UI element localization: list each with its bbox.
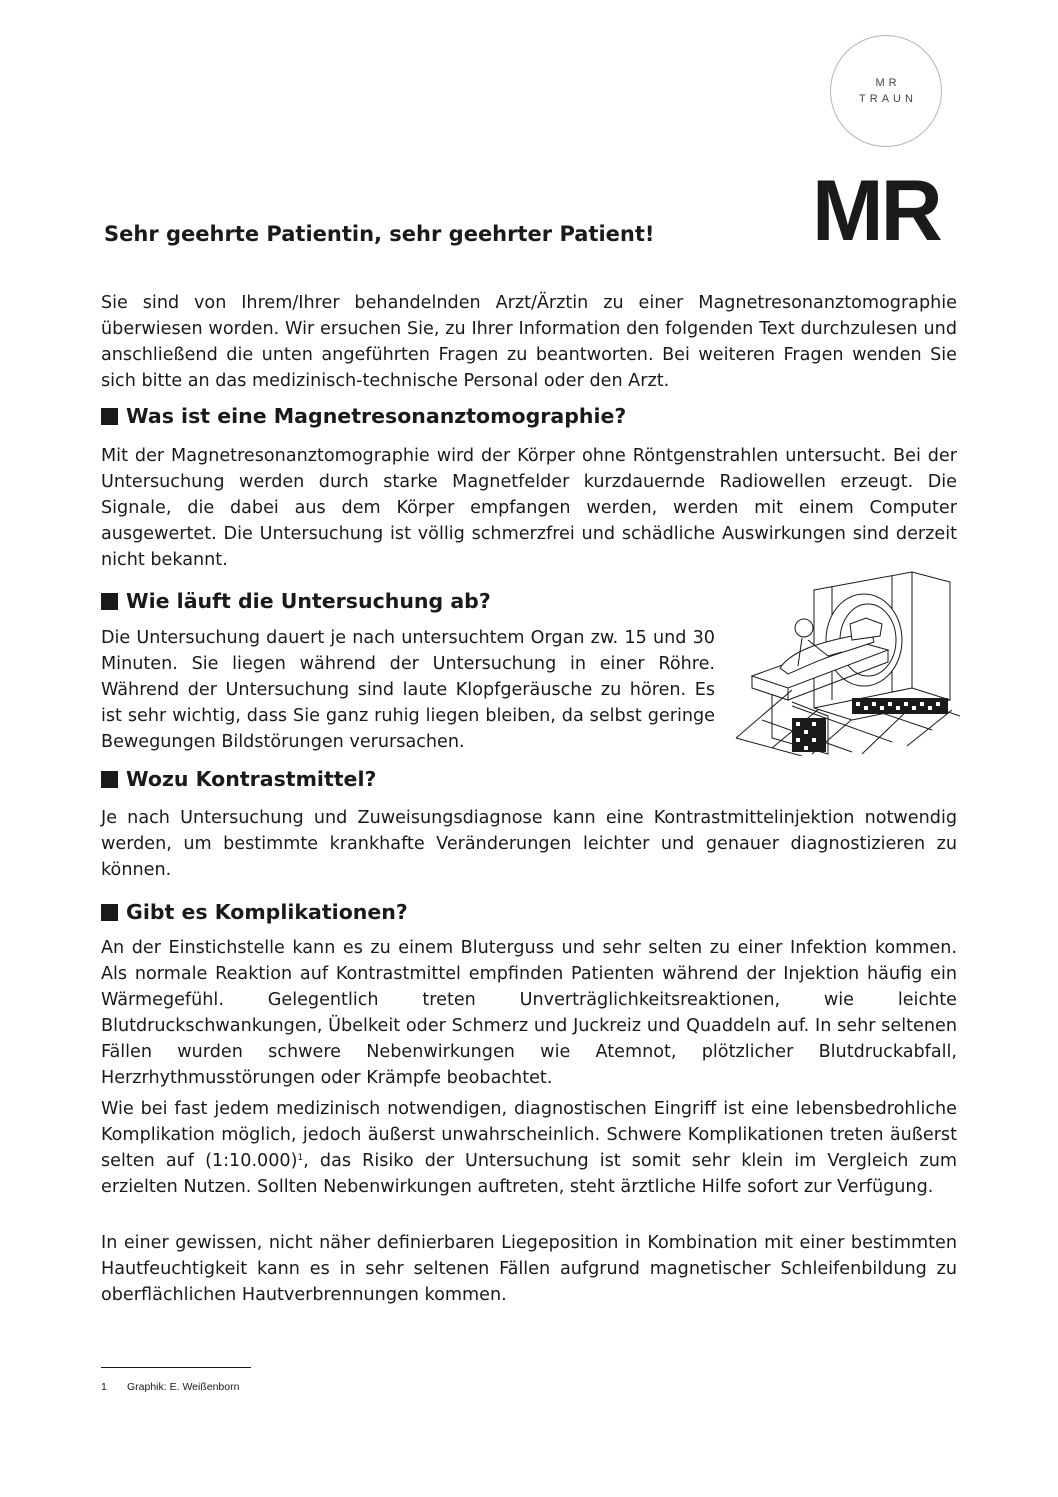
square-bullet-icon — [101, 771, 118, 788]
paragraph-contrast: Je nach Untersuchung und Zuweisungsdiagnose kann eine Kontrastmittelinjektion notwendig werden, um bestimmte krankhafte Veränderungen leichter und genauer diagnostizieren zu können. — [101, 808, 957, 880]
heading-complications — [101, 897, 408, 927]
paragraph-procedure: Die Untersuchung dauert je nach untersuchtem Organ zw. 15 und 30 Minuten. Sie liegen während der Untersuchung in einer Röhre. Während der Untersuchung sind laute Klopfgeräusche zu hören. Es ist sehr wichtig, dass Sie ganz ruhig liegen bleiben, da selbst geringe Bewegungen Bildstörungen verursachen. — [101, 628, 715, 752]
logo-line-2: TRAUN — [859, 93, 917, 105]
square-bullet-icon — [101, 593, 118, 610]
intro-paragraph: Sie sind von Ihrem/Ihrer behandelnden Arzt/Ärztin zu einer Magnetresonanztomographie überwiesen worden. Wir ersuchen Sie, zu Ihrer Information den folgenden Text durchzulesen und anschließend die unten angeführten Fragen zu beantworten. Bei weiteren Fragen wenden Sie sich bitte an das medizinisch-technische Personal oder den Arzt. — [101, 293, 957, 391]
heading-text: Gibt es Komplikationen? — [126, 900, 408, 924]
greeting-title: Sehr geehrte Patientin, sehr geehrter Patient! — [104, 222, 655, 246]
paragraph-complications-1: An der Einstichstelle kann es zu einem Bluterguss und sehr selten zu einer Infektion kommen. Als normale Reaktion auf Kontrastmittel empfinden Patienten während der Injektion häufig ein Wärmegefühl. Gelegentlich treten Unverträglichkeitsreaktionen, wie leichte Blutdruckschwankungen, Übelkeit oder Schmerz und Juckreiz und Quaddeln auf. In sehr seltenen Fällen wurden schwere Nebenwirkungen wie Atemnot, plötzlicher Blutdruckabfall, Herzrhythmusstörungen oder Krämpfe beobachtet. — [101, 938, 957, 1088]
heading-text: Wozu Kontrastmittel? — [126, 767, 377, 791]
heading-contrast — [101, 764, 376, 794]
paragraph-text: , das Risiko der Untersuchung ist somit sehr klein im Vergleich zum erzielten Nutzen. Sollten Nebenwirkungen auftreten, steht ärztliche Hilfe sofort zur Verfügung. — [101, 1151, 957, 1197]
mri-scanner-illustration-icon — [732, 570, 960, 756]
footnote — [101, 1380, 239, 1394]
square-bullet-icon — [101, 408, 118, 425]
heading-what-is-mri — [101, 401, 626, 431]
heading-text: Was ist eine Magnetresonanztomographie? — [126, 404, 627, 428]
paragraph-what-is-mri: Mit der Magnetresonanztomographie wird der Körper ohne Röntgenstrahlen untersucht. Bei der Untersuchung werden durch starke Magnetfelder kurzdauernde Radiowellen erzeugt. Die Signale, die dabei aus dem Körper empfangen werden, werden mit einem Computer ausgewertet. Die Untersuchung ist völlig schmerzfrei und schädliche Auswirkungen sind derzeit nicht bekannt. — [101, 446, 957, 570]
paragraph-text: Wie bei fast jedem medizinisch notwendigen, diagnostischen Eingriff ist eine lebensbedrohliche Komplikation möglich, jedoch äußerst unwahrscheinlich. Schwere Komplikationen treten äußerst selten auf (1:10.000) — [101, 1099, 957, 1171]
heading-text: Wie läuft die Untersuchung ab? — [126, 589, 491, 613]
logo-line-1: MR — [875, 77, 901, 89]
square-bullet-icon — [101, 904, 118, 921]
heading-procedure — [101, 586, 491, 616]
paragraph-complications-3: In einer gewissen, nicht näher definierbaren Liegeposition in Kombination mit einer bestimmten Hautfeuchtigkeit kann es in sehr seltenen Fällen aufgrund magnetischer Schleifenbildung zu oberflächlichen Hautverbrennungen kommen. — [101, 1233, 957, 1305]
footnote-text: Graphik: E. Weißenborn — [127, 1381, 240, 1393]
paragraph-complications-2 — [101, 1096, 957, 1200]
footnote-divider — [101, 1367, 251, 1368]
logo-mr-traun — [830, 35, 942, 147]
mr-badge: MR — [812, 163, 940, 259]
footnote-number: 1 — [101, 1381, 107, 1393]
footnote-reference: 1 — [297, 1153, 304, 1163]
